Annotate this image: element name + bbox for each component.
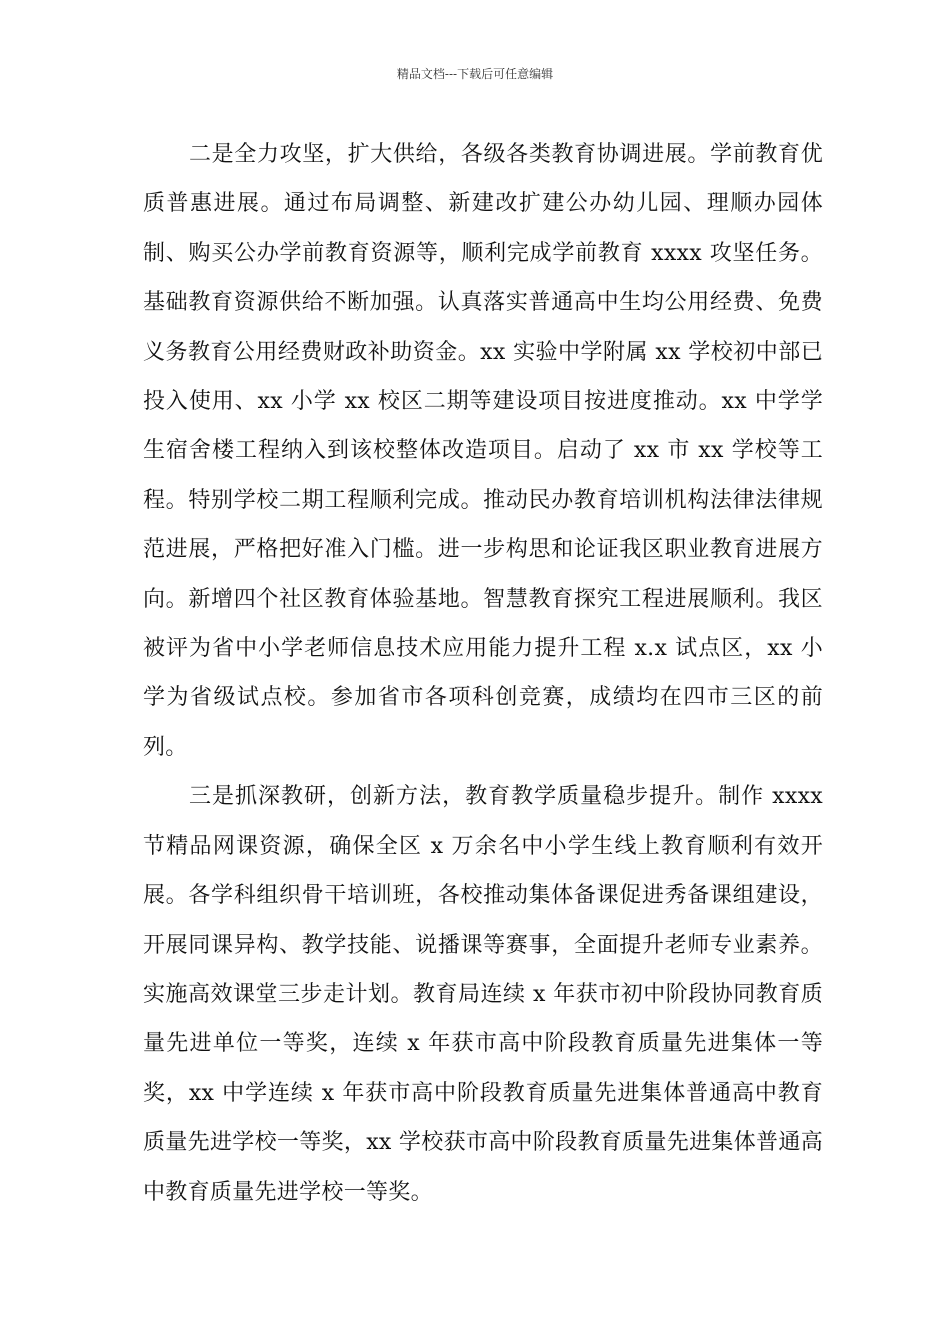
page-header: 精品文档---下载后可任意编辑 <box>396 67 554 81</box>
paragraph: 二是全力攻坚，扩大供给，各级各类教育协调进展。学前教育优质普惠进展。通过布局调整、新建改扩建公办幼儿园、理顺办园体制、购买公办学前教育资源等，顺利完成学前教育 xxxx 攻坚任务。基础教育资源供给不断加强。认真落实普通高中生均公用经费、免费义务教育公用经费财政补助资金。xx 实验中学附属 xx 学校初中部已投入使用、xx 小学 xx 校区二期等建设项目按进度推动。xx 中学学生宿舍楼工程纳入到该校整体改造项目。启动了 xx 市 xx 学校等工程。特别学校二期工程顺利完成。推动民办教育培训机构法律法律规范进展，严格把好准入门槛。进一步构思和论证我区职业教育进展方向。新增四个社区教育体验基地。智慧教育探究工程进展顺利。我区被评为省中小学老师信息技术应用能力提升工程 x.x 试点区，xx 小学为省级试点校。参加省市各项科创竞赛，成绩均在四市三区的前列。 <box>143 142 823 760</box>
paragraph: 三是抓深教研，创新方法，教育教学质量稳步提升。制作 xxxx 节精品网课资源，确保全区 x 万余名中小学生线上教育顺利有效开展。各学科组织骨干培训班，各校推动集体备课促进秀备课组建设，开展同课异构、教学技能、说播课等赛事，全面提升老师专业素养。实施高效课堂三步走计划。教育局连续 x 年获市初中阶段协同教育质量先进单位一等奖，连续 x 年获市高中阶段教育质量先进集体一等奖，xx 中学连续 x 年获市高中阶段教育质量先进集体普通高中教育质量先进学校一等奖，xx 学校获市高中阶段教育质量先进集体普通高中教育质量先进学校一等奖。 <box>143 784 823 1205</box>
document-body <box>143 130 823 1217</box>
